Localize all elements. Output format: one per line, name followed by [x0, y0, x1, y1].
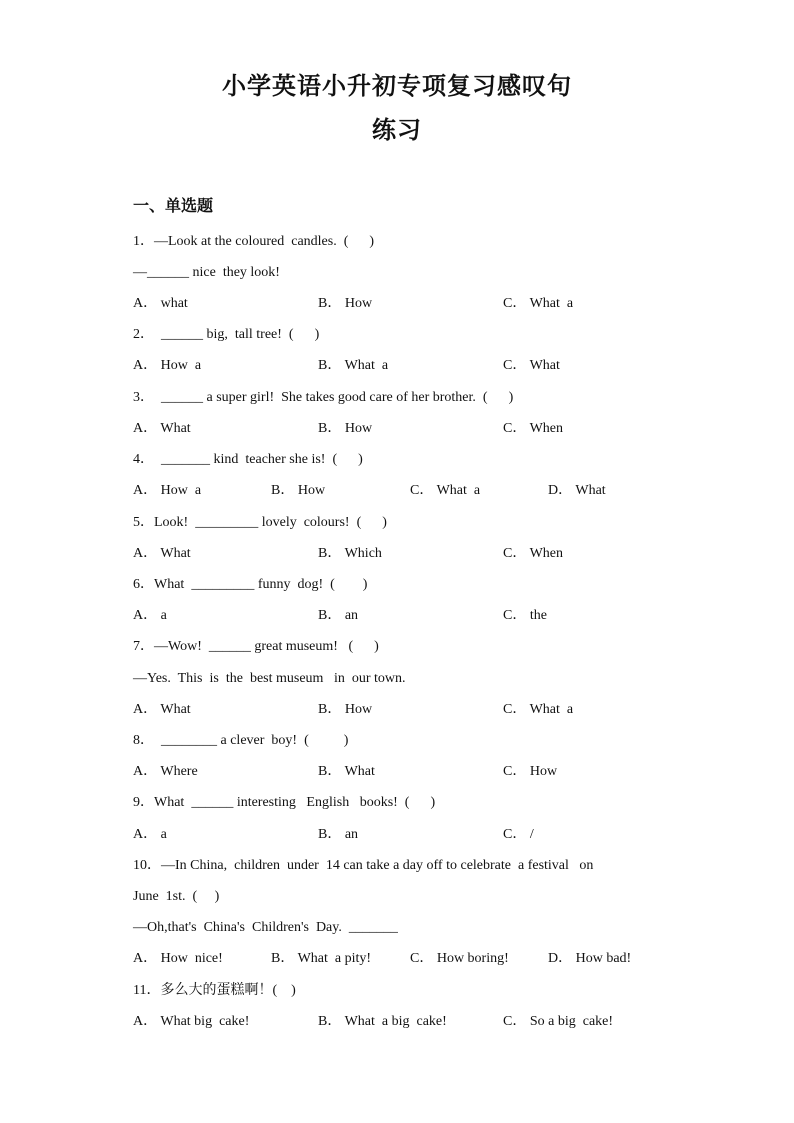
answer-option: A． How nice!: [133, 951, 223, 966]
answer-option: B． an: [318, 827, 359, 842]
question-stem: 10．—In China, children under 14 can take a day off to celebrate a festival on: [133, 858, 594, 873]
section-heading: 一、单选题: [133, 196, 214, 215]
question-stem: 1．—Look at the coloured candles. ( ): [133, 234, 375, 249]
answer-option: A． a: [133, 608, 167, 623]
answer-option: C． So a big cake!: [503, 1014, 614, 1029]
question-stem: 9．What ______ interesting English books! ( ): [133, 795, 436, 810]
question-stem: 2． ______ big, tall tree! ( ): [133, 327, 320, 342]
question-stem: 4． _______ kind teacher she is! ( ): [133, 452, 363, 467]
answer-option: C． How boring!: [410, 951, 509, 966]
answer-option: B． What a: [318, 358, 389, 373]
answer-option: A． what: [133, 296, 188, 311]
question-stem: 7．—Wow! ______ great museum! ( ): [133, 639, 379, 654]
answer-option: A． Where: [133, 764, 198, 779]
answer-option: C． the: [503, 608, 547, 623]
answer-option: A． What: [133, 702, 191, 717]
answer-option: C． When: [503, 421, 564, 436]
question-stem: 6．What _________ funny dog! ( ): [133, 577, 368, 592]
answer-option: B． What a pity!: [271, 951, 372, 966]
answer-option: B． an: [318, 608, 359, 623]
answer-option: D． How bad!: [548, 951, 632, 966]
answer-option: A． What: [133, 421, 191, 436]
answer-option: A． How a: [133, 358, 202, 373]
answer-option: B． What: [318, 764, 375, 779]
answer-option: B． What a big cake!: [318, 1014, 447, 1029]
answer-option: B． How: [318, 421, 373, 436]
question-stem: 8． ________ a clever boy! ( ): [133, 733, 349, 748]
answer-option: A． What big cake!: [133, 1014, 250, 1029]
answer-option: C． What: [503, 358, 560, 373]
question-stem: 5．Look! _________ lovely colours! ( ): [133, 515, 387, 530]
answer-option: A． How a: [133, 483, 202, 498]
question-stem: 11．多么大的蛋糕啊！( ): [133, 983, 296, 998]
answer-option: B． How: [318, 296, 373, 311]
answer-option: A． a: [133, 827, 167, 842]
answer-option: A． What: [133, 546, 191, 561]
answer-option: B． How: [318, 702, 373, 717]
answer-option: D． What: [548, 483, 606, 498]
question-stem: 3． ______ a super girl! She takes good care of her brother. ( ): [133, 390, 514, 405]
answer-option: C． When: [503, 546, 564, 561]
answer-option: C． What a: [503, 702, 574, 717]
page-subtitle: 练习: [372, 115, 422, 144]
answer-option: C． What a: [410, 483, 481, 498]
answer-option: C． What a: [503, 296, 574, 311]
answer-option: B． Which: [318, 546, 382, 561]
question-line: —Yes. This is the best museum in our town.: [133, 671, 406, 686]
page-title: 小学英语小升初专项复习感叹句: [222, 71, 572, 100]
answer-option: B． How: [271, 483, 326, 498]
question-line: —Oh,that's China's Children's Day. _______: [133, 920, 398, 935]
question-line: —______ nice they look!: [133, 265, 280, 280]
answer-option: C． /: [503, 827, 534, 842]
answer-option: C． How: [503, 764, 558, 779]
question-line: June 1st. ( ): [133, 889, 220, 904]
